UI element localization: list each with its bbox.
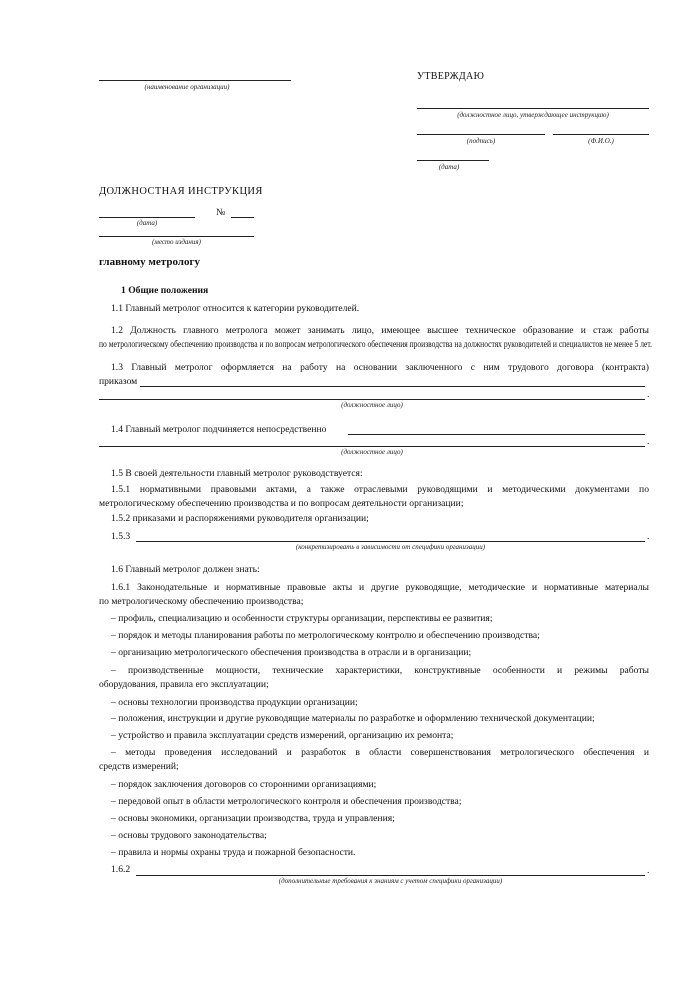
para-1-2-line1: 1.2 Должность главного метролога может занимать лицо, имеющее высшее техническое образование и стаж работы (111, 325, 649, 336)
para-1-2-line2 (99, 338, 652, 353)
fio-line[interactable] (553, 134, 649, 135)
approve-heading: УТВЕРЖДАЮ (417, 71, 485, 82)
bullet-capacities-line2: оборудования, правила его эксплуатации; (99, 679, 269, 690)
signature-line[interactable] (417, 134, 545, 135)
para-1-1: 1.1 Главный метролог относится к категории руководителей. (111, 303, 360, 314)
bullet-technology: – основы технологии производства продукции организации; (111, 697, 358, 708)
extra-requirements-line[interactable] (136, 875, 645, 876)
order-official-line[interactable] (99, 399, 645, 400)
bullet-capacities-line1: – производственные мощности, технические характеристики, конструктивные особенности и режимы работы (111, 665, 649, 676)
para-1-2-text: по метрологическому обеспечению производства и по вопросам метрологического обеспечения производства на должностях руководителей и специалистов не менее 5 лет. (99, 339, 652, 350)
doc-number-sign: № (216, 207, 226, 218)
approving-official-caption: (должностное лицо, утверждающее инструкцию) (457, 111, 609, 119)
doc-subtitle: главному метрологу (99, 256, 200, 268)
supervisor-dot: . (647, 436, 650, 447)
order-dot: . (647, 389, 650, 400)
para-1-5: 1.5 В своей деятельности главный метролог руководствуется: (111, 468, 363, 479)
para-1-4: 1.4 Главный метролог подчиняется непосредственно (111, 424, 327, 435)
doc-title: ДОЛЖНОСТНАЯ ИНСТРУКЦИЯ (99, 186, 263, 197)
para-1-5-3: 1.5.3 (111, 531, 131, 542)
specifics-dot: . (647, 531, 650, 542)
bullet-experience: – передовой опыт в области метрологического контроля и обеспечения производства; (111, 796, 462, 807)
para-1-5-1-line1: 1.5.1 нормативными правовыми актами, а также отраслевыми руководящими и методическими документами по (111, 484, 649, 495)
order-official-caption: (должностное лицо) (341, 401, 403, 409)
approval-date-line[interactable] (417, 160, 489, 161)
para-1-3-order: приказом (99, 376, 138, 387)
specifics-caption: (конкретизировать в зависимости от специфики организации) (295, 543, 486, 551)
org-name-caption: (наименование организации) (144, 83, 230, 91)
bullet-planning: – порядок и методы планирования работы по метрологическому контролю и обеспечению производства; (111, 630, 540, 641)
para-1-6-1-line1: 1.6.1 Законодательные и нормативные правовые акты и другие руководящие, методические и нормативные материалы (111, 582, 649, 593)
bullet-research-line2: средств измерений; (99, 761, 179, 772)
extra-requirements-dot: . (647, 865, 650, 876)
signature-caption: (подпись) (466, 137, 496, 145)
place-caption: (место издания) (152, 238, 201, 246)
extra-requirements-caption: (дополнительные требования к знаниям с учетом специфики организации) (278, 877, 503, 885)
para-1-6-2: 1.6.2 (111, 864, 131, 875)
bullet-labor-law: – основы трудового законодательства; (111, 830, 267, 841)
specifics-line[interactable] (136, 541, 645, 542)
bullet-documentation: – положения, инструкции и другие руководящие материалы по разработке и оформлению технической документации; (111, 713, 595, 724)
section-heading: 1 Общие положения (121, 285, 209, 296)
para-1-5-2: 1.5.2 приказами и распоряжениями руководителя организации; (111, 513, 369, 524)
supervisor-line-2[interactable] (99, 446, 645, 447)
bullet-organization: – организацию метрологического обеспечения производства в отрасли и в организации; (111, 647, 472, 658)
bullet-instruments: – устройство и правила эксплуатации средств измерений, организацию их ремонта; (111, 730, 454, 741)
bullet-research-line1: – методы проведения исследований и разработок в области совершенствования метрологического обеспечения и (111, 747, 649, 758)
doc-date-caption: (дата) (136, 219, 158, 227)
bullet-safety: – правила и нормы охраны труда и пожарной безопасности. (111, 847, 356, 858)
doc-number-line[interactable] (231, 217, 254, 218)
bullet-economics: – основы экономики, организации производства, труда и управления; (111, 813, 395, 824)
para-1-6-1-line2: по метрологическому обеспечению производства; (99, 596, 304, 607)
supervisor-line[interactable] (348, 434, 645, 435)
supervisor-caption: (должностное лицо) (341, 448, 403, 456)
fio-caption: (Ф.И.О.) (588, 137, 614, 145)
org-name-line[interactable] (99, 80, 291, 81)
approving-official-line[interactable] (417, 108, 649, 109)
doc-date-line[interactable] (99, 217, 195, 218)
bullet-profile: – профиль, специализацию и особенности структуры организации, перспективы ее развития; (111, 613, 493, 624)
bullet-contracts: – порядок заключения договоров со сторонними организациями; (111, 779, 377, 790)
place-line[interactable] (99, 236, 254, 237)
para-1-5-1-line2: метрологическому обеспечению производства и по вопросам деятельности организации; (99, 498, 464, 509)
para-1-6: 1.6 Главный метролог должен знать: (111, 564, 260, 575)
order-line[interactable] (140, 386, 645, 387)
approval-date-caption: (дата) (438, 163, 460, 171)
para-1-3-line1: 1.3 Главный метролог оформляется на работу на основании заключенного с ним трудового договора (контракта) (111, 362, 649, 373)
